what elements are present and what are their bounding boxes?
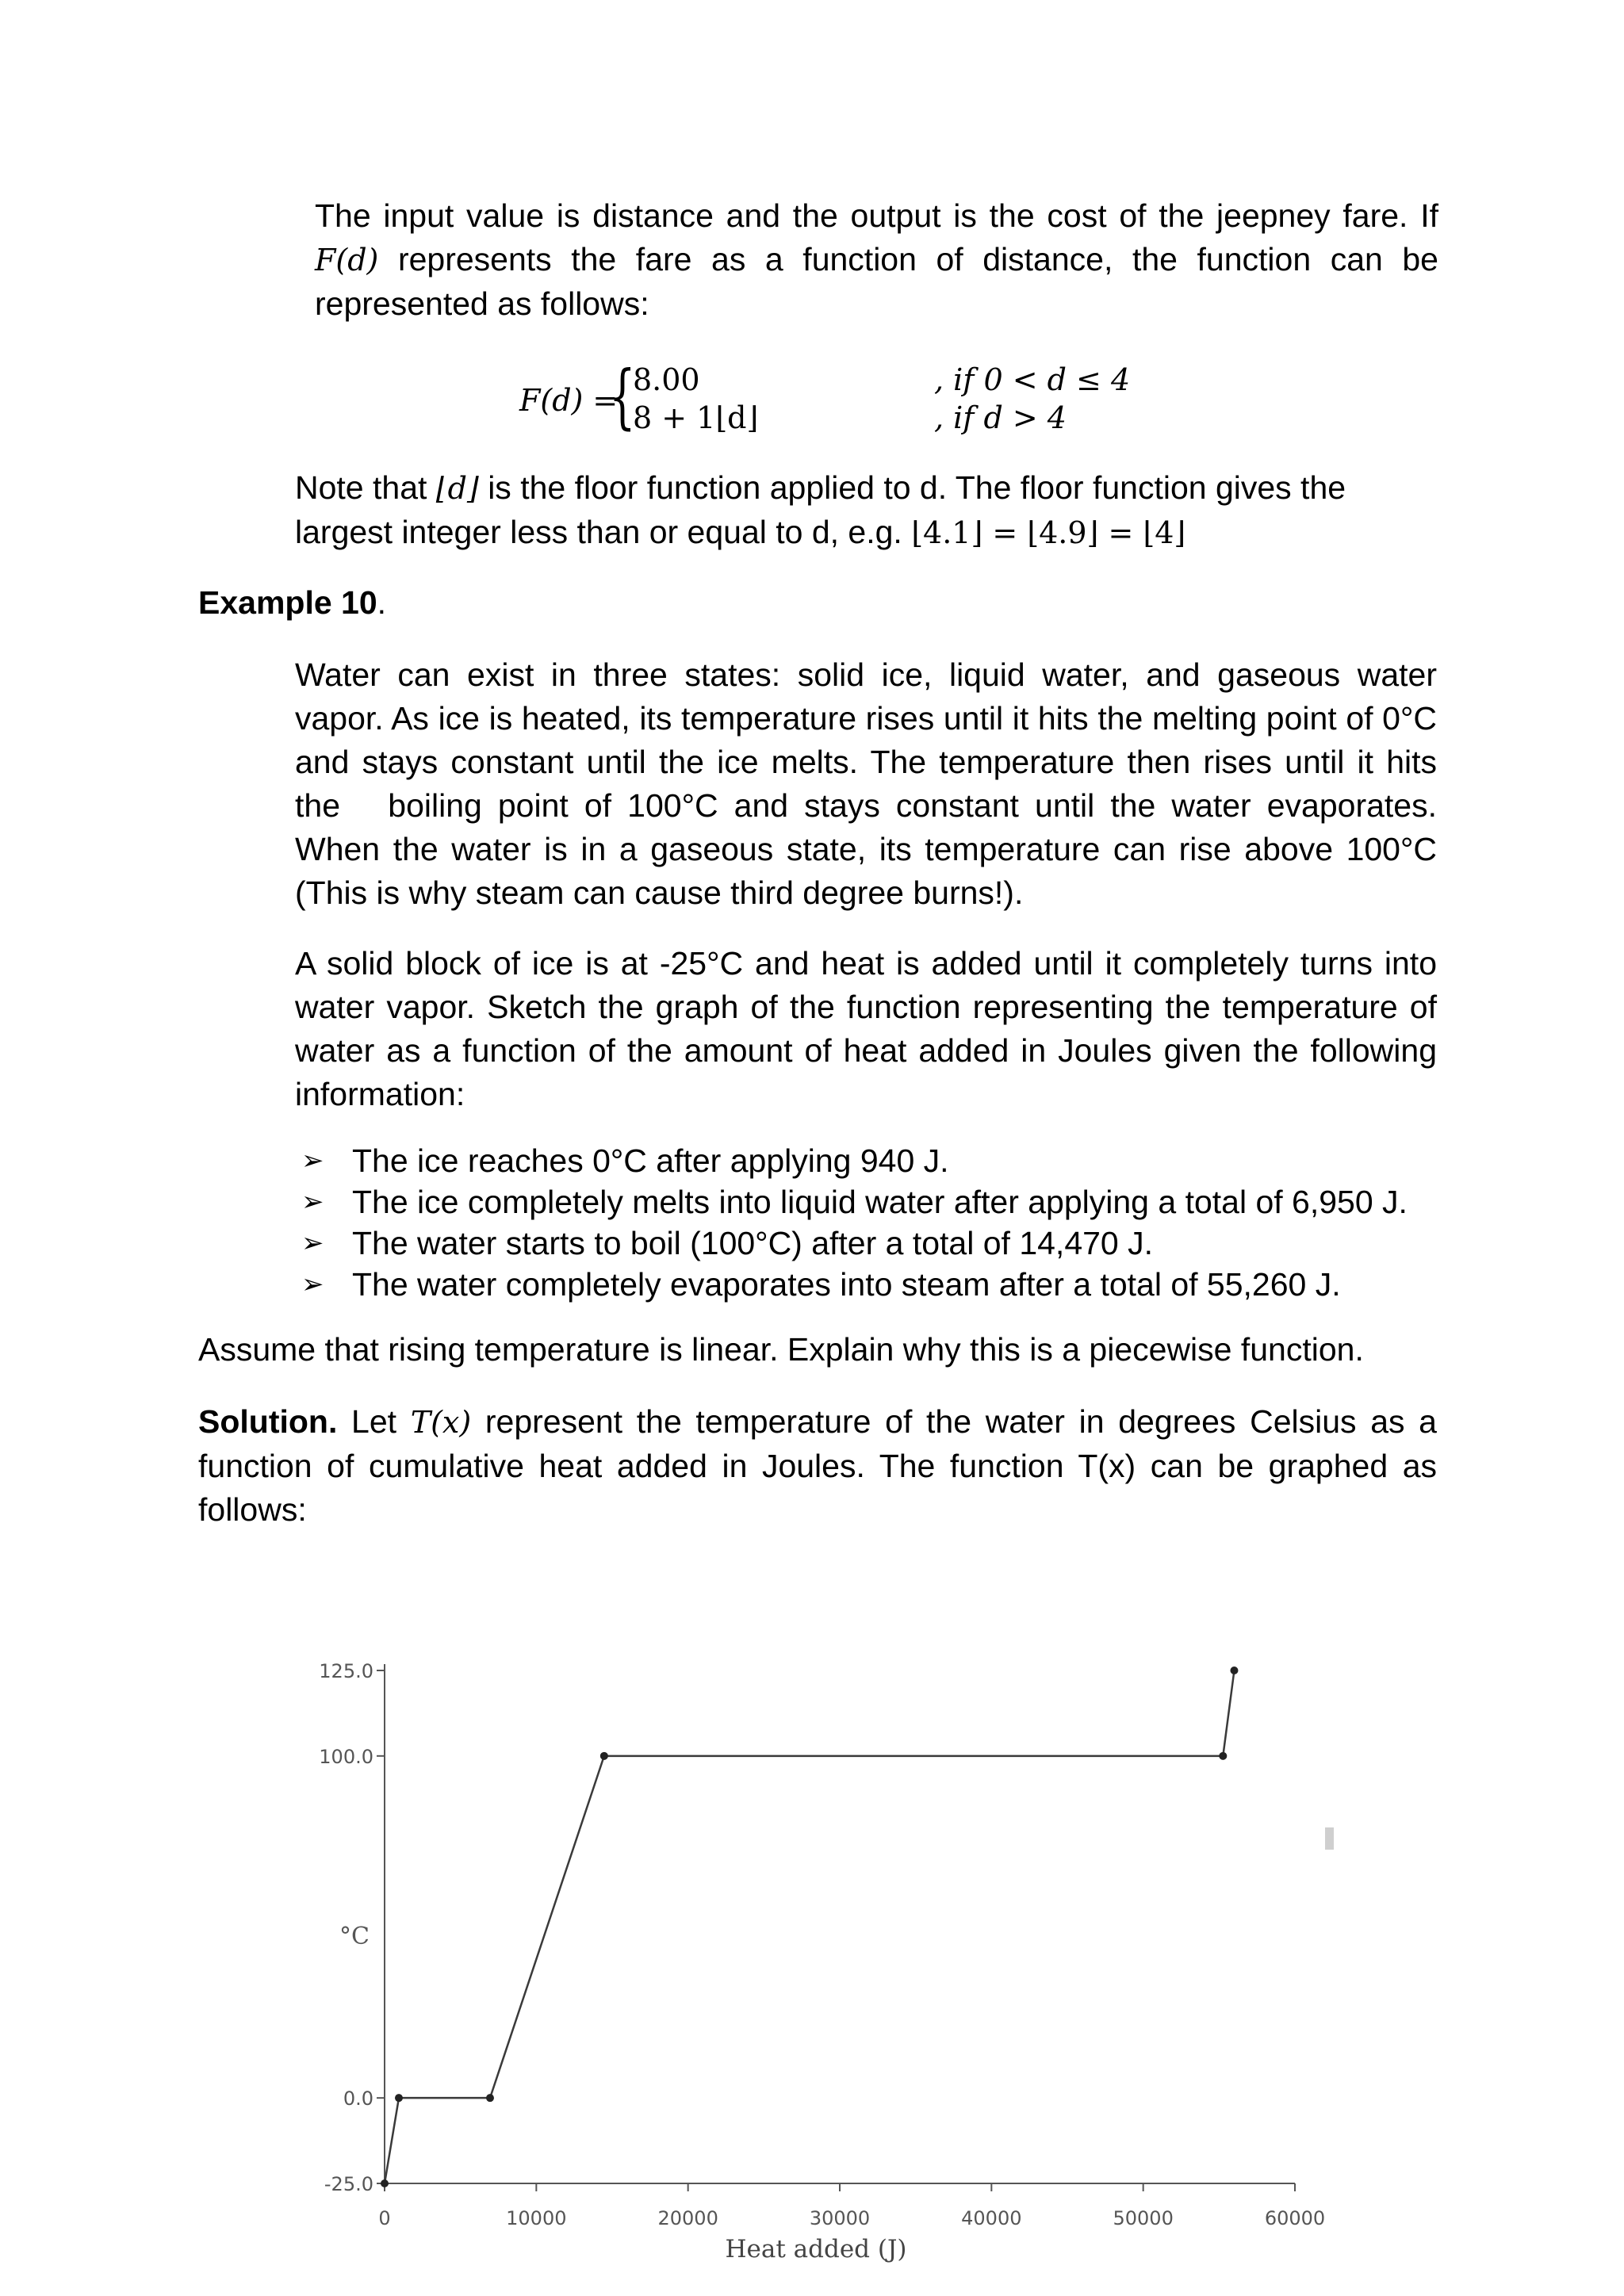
note-text-2: is the floor function applied to d. The floor function gives the largest integer less than or equal to d, e.g. [295,469,1346,550]
formula-case1-cond: , if 0 < d ≤ 4 [934,362,1131,397]
intro-paragraph [315,194,1438,326]
x-tick-label: 30000 [809,2207,871,2229]
floor-d-math: ⌊d⌋ [435,471,479,506]
data-point [600,1752,608,1760]
assume-sentence: Assume that rising temperature is linear. Explain why this is a piecewise function. [198,1331,1364,1368]
floor-example-math: ⌊4.1⌋ = ⌊4.9⌋ = ⌊4⌋ [911,515,1186,550]
data-point [1230,1667,1238,1674]
y-tick-label: -25.0 [324,2173,373,2195]
tx-math: T(x) [410,1405,472,1440]
y-tick-label: 125.0 [319,1660,373,1682]
solution-label: Solution. [198,1403,338,1440]
x-tick-label: 20000 [657,2207,718,2229]
info-bullet: ➢ The ice completely melts into liquid water after applying a total of 6,950 J. [301,1181,1408,1223]
info-bullet: ➢ The water starts to boil (100°C) after a total of 14,470 J. [301,1223,1408,1264]
formula-brace: { [609,355,636,437]
example-heading-label: Example 10 [198,584,377,621]
example-heading-period: . [377,584,387,621]
data-point [381,2179,389,2187]
arrow-bullet-icon: ➢ [301,1146,324,1176]
arrow-bullet-icon: ➢ [301,1269,324,1299]
x-tick-label: 50000 [1113,2207,1174,2229]
x-tick-label: 60000 [1264,2207,1326,2229]
arrow-bullet-icon: ➢ [301,1187,324,1217]
water-paragraph: Water can exist in three states: solid ice, liquid water, and gaseous water vapor. As ice is heated, its temperature rises until it hits the melting point of 0°C and stays constant until the ice melts. The temperature then rises until it hits the boiling point of 100°C and stays constant until the water evaporates. When the water is in a gaseous state, its temperature can rise above 100°C (This is why steam can cause third degree burns!). [295,656,1446,911]
x-axis-label: Heat added (J) [725,2235,907,2263]
formula-case2-value: 8 + 1⌊d⌋ [633,400,759,435]
formula-case1-value: 8.00 [633,362,700,397]
info-bullet: ➢ The ice reaches 0°C after applying 940 J. [301,1140,1408,1181]
task-paragraph: A solid block of ice is at -25°C and heat is added until it completely turns into water vapor. Sketch the graph of the function representing the temperature of water as a function of the amount of heat added in Joules given the following information: [295,945,1437,1112]
note-text-1: Note that [295,469,427,506]
formula-lhs: F(d) = [519,383,619,418]
data-point [395,2094,403,2102]
y-axis-label: °C [339,1923,370,1951]
data-point [486,2094,494,2102]
info-bullet: ➢ The water completely evaporates into steam after a total of 55,260 J. [301,1264,1408,1305]
x-tick-label: 10000 [506,2207,567,2229]
solution-text-1: Let [351,1403,397,1440]
formula-case2-cond: , if d > 4 [934,400,1067,435]
solution-text-2: represent the temperature of the water in degrees Celsius as a function of cumulative heat added in Joules. The function T(x) can be graphed as follows: [198,1403,1437,1528]
x-tick-label: 40000 [961,2207,1022,2229]
y-tick-label: 0.0 [343,2087,373,2110]
note-paragraph [295,466,1401,555]
info-bullet-list [301,1140,1408,1305]
fd-math: F(d) [315,243,379,277]
arrow-bullet-icon: ➢ [301,1228,324,1258]
y-tick-label: 100.0 [319,1745,373,1768]
x-tick-label: 0 [378,2207,391,2229]
example-heading [198,581,386,625]
data-point [1219,1752,1227,1760]
temperature-series-line [385,1670,1234,2183]
scan-mark [1325,1827,1334,1850]
solution-paragraph [198,1400,1437,1532]
intro-text-1: The input value is distance and the output is the cost of the jeepney fare. If [315,197,1438,234]
intro-text-2: represents the fare as a function of distance, the function can be represented as follows: [315,241,1438,322]
